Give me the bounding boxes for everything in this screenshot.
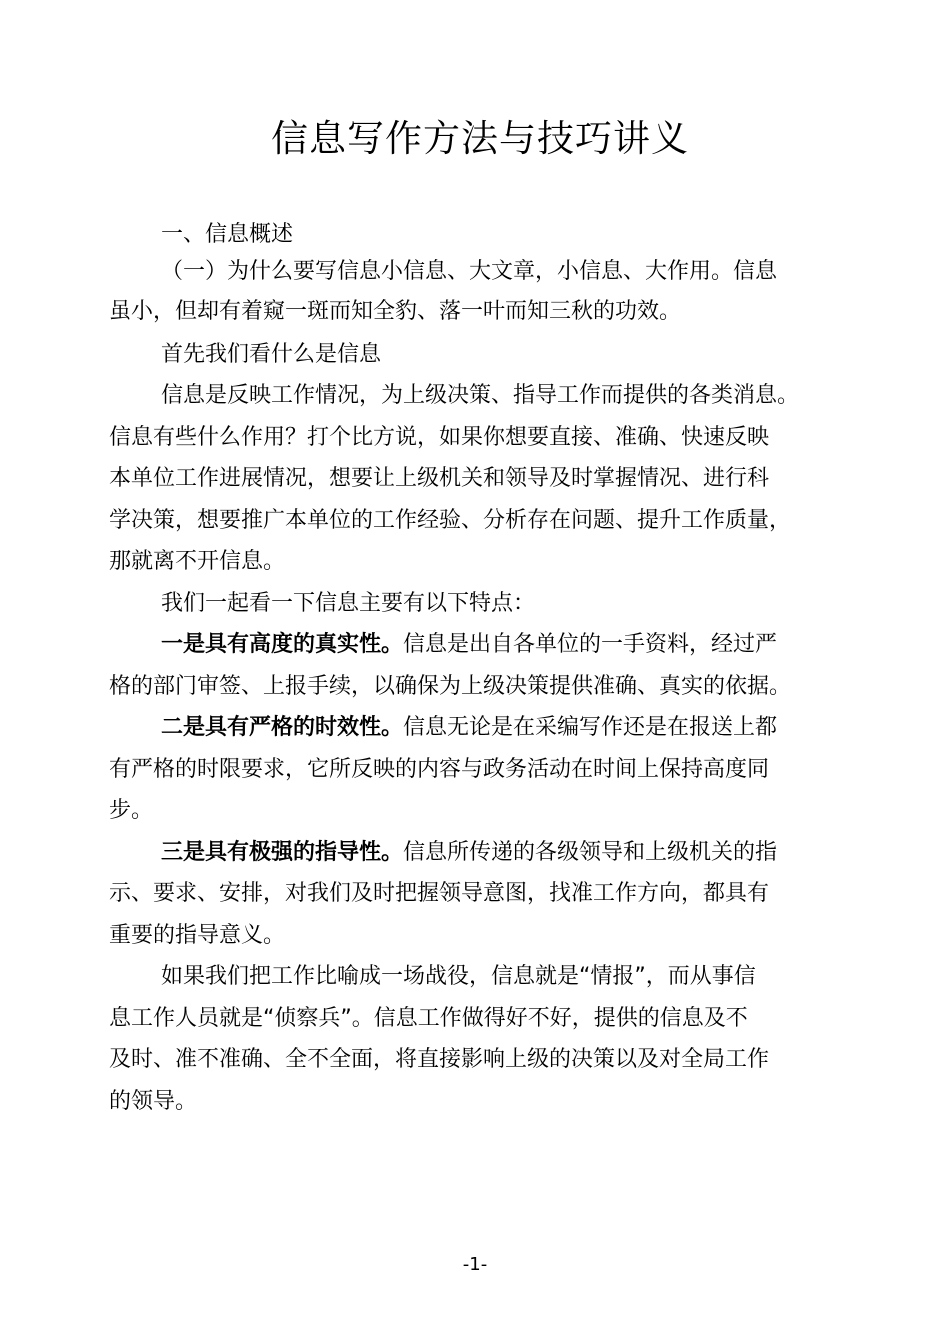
paragraph-line: 的领导。: [109, 1089, 198, 1114]
paragraph-line: 格的部门审签、上报手续，以确保为上级决策提供准确、真实的依据。: [109, 674, 792, 699]
paragraph-line: 信息是反映工作情况，为上级决策、指导工作而提供的各类消息。: [161, 383, 800, 408]
paragraph-line: 本单位工作进展情况，想要让上级机关和领导及时掌握情况、进行科: [109, 466, 770, 491]
paragraph-line: 有严格的时限要求，它所反映的内容与政务活动在时间上保持高度同: [109, 757, 770, 782]
bold-lead: 一是具有高度的真实性。: [161, 632, 404, 657]
paragraph-line: 示、要求、安排，对我们及时把握领导意图，找准工作方向，都具有: [109, 881, 770, 906]
paragraph-line: 虽小，但却有着窥一斑而知全豹、落一叶而知三秋的功效。: [109, 299, 682, 324]
line-text: 信息所传递的各级领导和上级机关的指: [403, 840, 778, 865]
bold-lead: 三是具有极强的指导性。: [161, 840, 404, 865]
page-number: -1-: [462, 1254, 488, 1275]
paragraph-line: 息工作人员就是“侦察兵”。信息工作做得好不好，提供的信息及不: [109, 1006, 748, 1031]
line-text: 信息无论是在采编写作还是在报送上都: [403, 715, 778, 740]
paragraph-line: （一）为什么要写信息小信息、大文章，小信息、大作用。信息: [161, 259, 778, 284]
line-text: 信息是出自各单位的一手资料，经过严: [403, 632, 778, 657]
paragraph-line: 如果我们把工作比喻成一场战役，信息就是“情报”，而从事信: [161, 964, 756, 989]
paragraph-line: [161, 713, 777, 743]
paragraph-line: 首先我们看什么是信息: [161, 342, 382, 367]
document-title: 信息写作方法与技巧讲义: [271, 117, 689, 160]
paragraph-line: 那就离不开信息。: [109, 549, 286, 574]
paragraph-line: [161, 838, 777, 868]
paragraph-line: [161, 630, 777, 660]
paragraph-line: 信息有些什么作用？打个比方说，如果你想要直接、准确、快速反映: [109, 425, 770, 450]
bold-lead: 二是具有严格的时效性。: [161, 715, 404, 740]
paragraph-line: 我们一起看一下信息主要有以下特点：: [161, 591, 536, 616]
paragraph-line: 重要的指导意义。: [109, 923, 286, 948]
paragraph-line: 及时、准不准确、全不全面，将直接影响上级的决策以及对全局工作: [109, 1047, 770, 1072]
section-heading: 一、信息概述: [161, 222, 294, 247]
paragraph-line: 学决策，想要推广本单位的工作经验、分析存在问题、提升工作质量，: [109, 508, 792, 533]
paragraph-line: 步。: [109, 798, 154, 823]
